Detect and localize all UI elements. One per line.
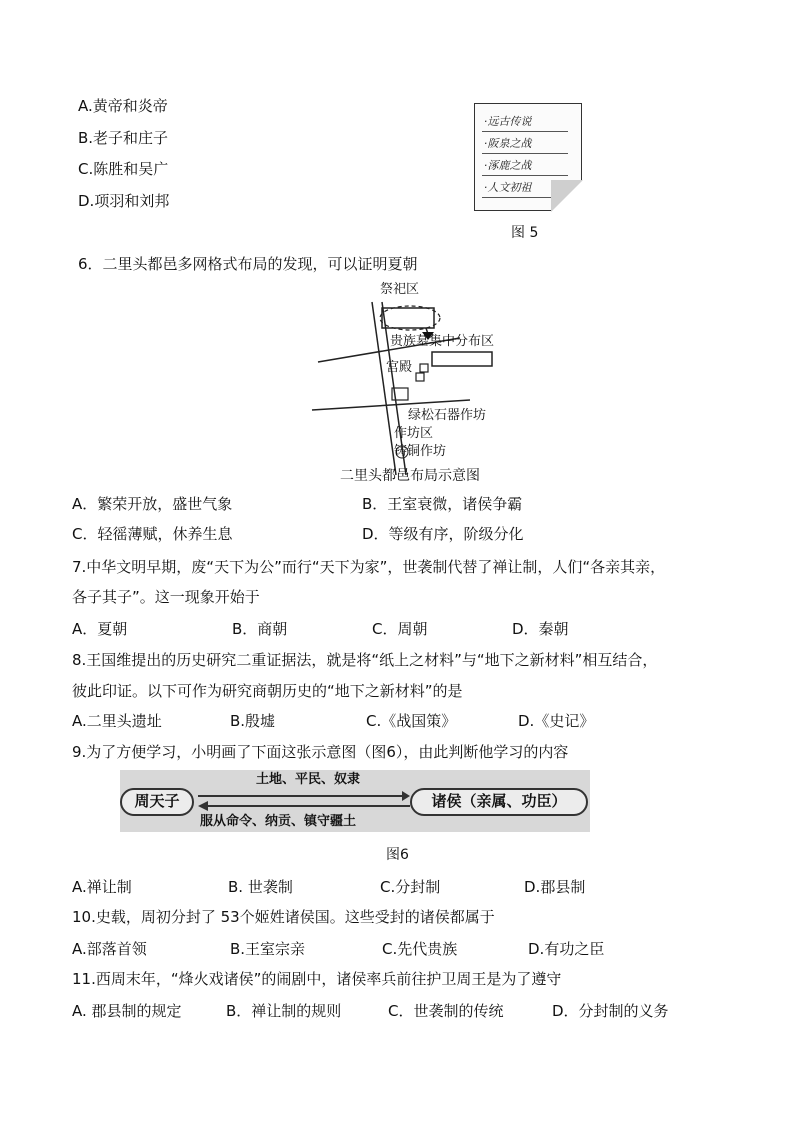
q5-option-b: B.老子和庄子 — [78, 129, 169, 147]
figure-6-bottom-label: 服从命令、纳贡、镇守疆土 — [200, 814, 357, 829]
q9-option-b: B. 世袭制 — [228, 878, 293, 896]
map-label-workshop-area: 作坊区 — [394, 426, 434, 441]
erlitou-layout-map — [310, 280, 520, 480]
q6-option-b: B．王室衰微，诸侯争霸 — [362, 495, 523, 513]
q8-stem-line-2: 彼此印证。以下可作为研究商朝历史的“地下之新材料”的是 — [72, 682, 463, 700]
figure-5-caption: 图 5 — [511, 225, 539, 241]
map-label-ritual-area: 祭祀区 — [380, 282, 420, 297]
q11-stem: 11.西周末年，“烽火戏诸侯”的闹剧中，诸侯率兵前往护卫周王是为了遵守 — [72, 970, 562, 988]
note-line-2: ·阪泉之战 — [484, 137, 532, 150]
map-label-bronze-workshop: 铸铜作坊 — [394, 444, 447, 459]
q11-option-a: A. 郡县制的规定 — [72, 1002, 182, 1020]
q7-option-a: A．夏朝 — [72, 620, 128, 638]
q9-option-d: D.郡县制 — [524, 878, 586, 896]
figure-6-caption: 图6 — [386, 847, 409, 863]
q6-option-c: C．轻徭薄赋，休养生息 — [72, 525, 233, 543]
map-caption: 二里头都邑布局示意图 — [340, 468, 480, 484]
q8-option-d: D.《史记》 — [518, 712, 595, 730]
q11-option-c: C．世袭制的传统 — [388, 1002, 504, 1020]
q10-option-a: A.部落首领 — [72, 940, 147, 958]
q6-option-a: A．繁荣开放，盛世气象 — [72, 495, 233, 513]
q8-option-b: B.殷墟 — [230, 712, 276, 730]
q8-stem-line-1: 8.王国维提出的历史研究二重证据法，就是将“纸上之材料”与“地下之新材料”相互结合， — [72, 651, 658, 669]
q5-option-d: D.项羽和刘邦 — [78, 192, 170, 210]
figure-6-top-label: 土地、平民、奴隶 — [256, 772, 361, 787]
figure-6-diagram — [120, 770, 590, 832]
q6-stem: 6．二里头都邑多网格式布局的发现，可以证明夏朝 — [78, 255, 418, 273]
map-label-turquoise-workshop: 绿松石器作坊 — [408, 408, 487, 423]
note-rule — [482, 153, 568, 154]
q10-stem: 10.史载，周初分封了 53个姬姓诸侯国。这些受封的诸侯都属于 — [72, 908, 495, 926]
q8-option-a: A.二里头遗址 — [72, 712, 162, 730]
q6-option-d: D．等级有序，阶级分化 — [362, 525, 524, 543]
paper-fold-corner — [551, 180, 583, 212]
q11-option-b: B．禅让制的规则 — [226, 1002, 342, 1020]
q9-stem: 9.为了方便学习，小明画了下面这张示意图（图6），由此判断他学习的内容 — [72, 743, 569, 761]
q7-option-b: B．商朝 — [232, 620, 288, 638]
q7-option-c: C．周朝 — [372, 620, 428, 638]
q11-option-d: D．分封制的义务 — [552, 1002, 669, 1020]
note-rule — [482, 131, 568, 132]
note-line-1: ·远古传说 — [484, 115, 532, 128]
q7-stem-line-1: 7.中华文明早期，废“天下为公”而行“天下为家”，世袭制代替了禅让制，人们“各亲其亲， — [72, 558, 666, 576]
q7-stem-line-2: 各子其子”。这一现象开始于 — [72, 588, 260, 606]
q5-option-a: A.黄帝和炎帝 — [78, 97, 168, 115]
q7-option-d: D．秦朝 — [512, 620, 569, 638]
note-line-3: ·涿鹿之战 — [484, 159, 532, 172]
note-line-4: ·人文初祖 — [484, 181, 532, 194]
zhou-king-box: 周天子 — [120, 788, 194, 816]
q9-option-a: A.禅让制 — [72, 878, 132, 896]
figure-5-note — [474, 103, 582, 211]
q10-option-d: D.有功之臣 — [528, 940, 605, 958]
q10-option-c: C.先代贵族 — [382, 940, 458, 958]
map-label-noble-tombs: 贵族墓集中分布区 — [390, 334, 495, 349]
note-rule — [482, 175, 568, 176]
q8-option-c: C.《战国策》 — [366, 712, 457, 730]
q5-option-c: C.陈胜和吴广 — [78, 160, 169, 178]
map-label-palace: 宫殿 — [386, 360, 413, 375]
q9-option-c: C.分封制 — [380, 878, 441, 896]
q10-option-b: B.王室宗亲 — [230, 940, 306, 958]
vassal-lords-box: 诸侯（亲属、功臣） — [410, 788, 588, 816]
